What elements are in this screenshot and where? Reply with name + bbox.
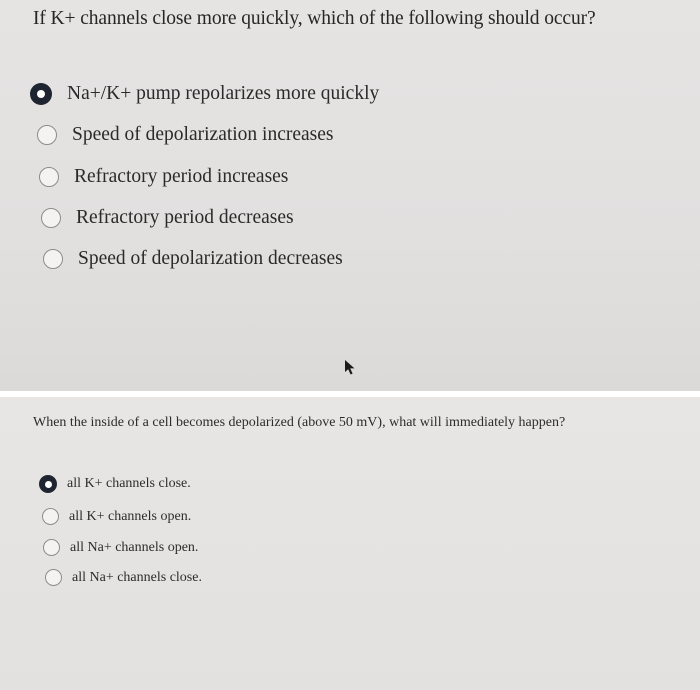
question-2-panel [0,397,700,690]
q2-option-1[interactable] [39,475,191,493]
q1-option-4-label: Refractory period decreases [76,207,294,228]
radio-unselected[interactable] [39,167,59,187]
q1-option-3[interactable] [39,166,288,188]
radio-unselected[interactable] [43,539,60,556]
radio-selected[interactable] [30,83,52,105]
q2-option-4-label: all Na+ channels close. [72,569,202,585]
q1-option-1-label: Na+/K+ pump repolarizes more quickly [67,83,380,104]
q1-option-4[interactable] [41,207,294,229]
question-2-prompt: When the inside of a cell becomes depolarized (above 50 mV), what will immediately happen? [33,415,566,430]
q2-option-3[interactable] [43,539,198,556]
radio-unselected[interactable] [42,508,59,525]
q1-option-2-label: Speed of depolarization increases [72,124,334,145]
q1-option-1[interactable] [30,83,379,105]
q1-option-3-label: Refractory period increases [74,166,289,187]
q1-option-5-label: Speed of depolarization decreases [78,248,343,269]
q2-option-2[interactable] [42,508,191,525]
radio-unselected[interactable] [43,249,63,269]
q2-option-2-label: all K+ channels open. [69,508,192,524]
radio-selected[interactable] [39,475,57,493]
q1-option-2[interactable] [37,124,334,146]
q2-option-4[interactable] [45,569,202,586]
question-1-prompt: If K+ channels close more quickly, which of the following should occur? [33,8,596,29]
mouse-pointer-icon [345,360,359,376]
q2-option-3-label: all Na+ channels open. [70,539,199,555]
radio-unselected[interactable] [41,208,61,228]
radio-unselected[interactable] [45,569,62,586]
q2-option-1-label: all K+ channels close. [67,476,191,491]
radio-unselected[interactable] [37,125,57,145]
q1-option-5[interactable] [43,248,343,270]
